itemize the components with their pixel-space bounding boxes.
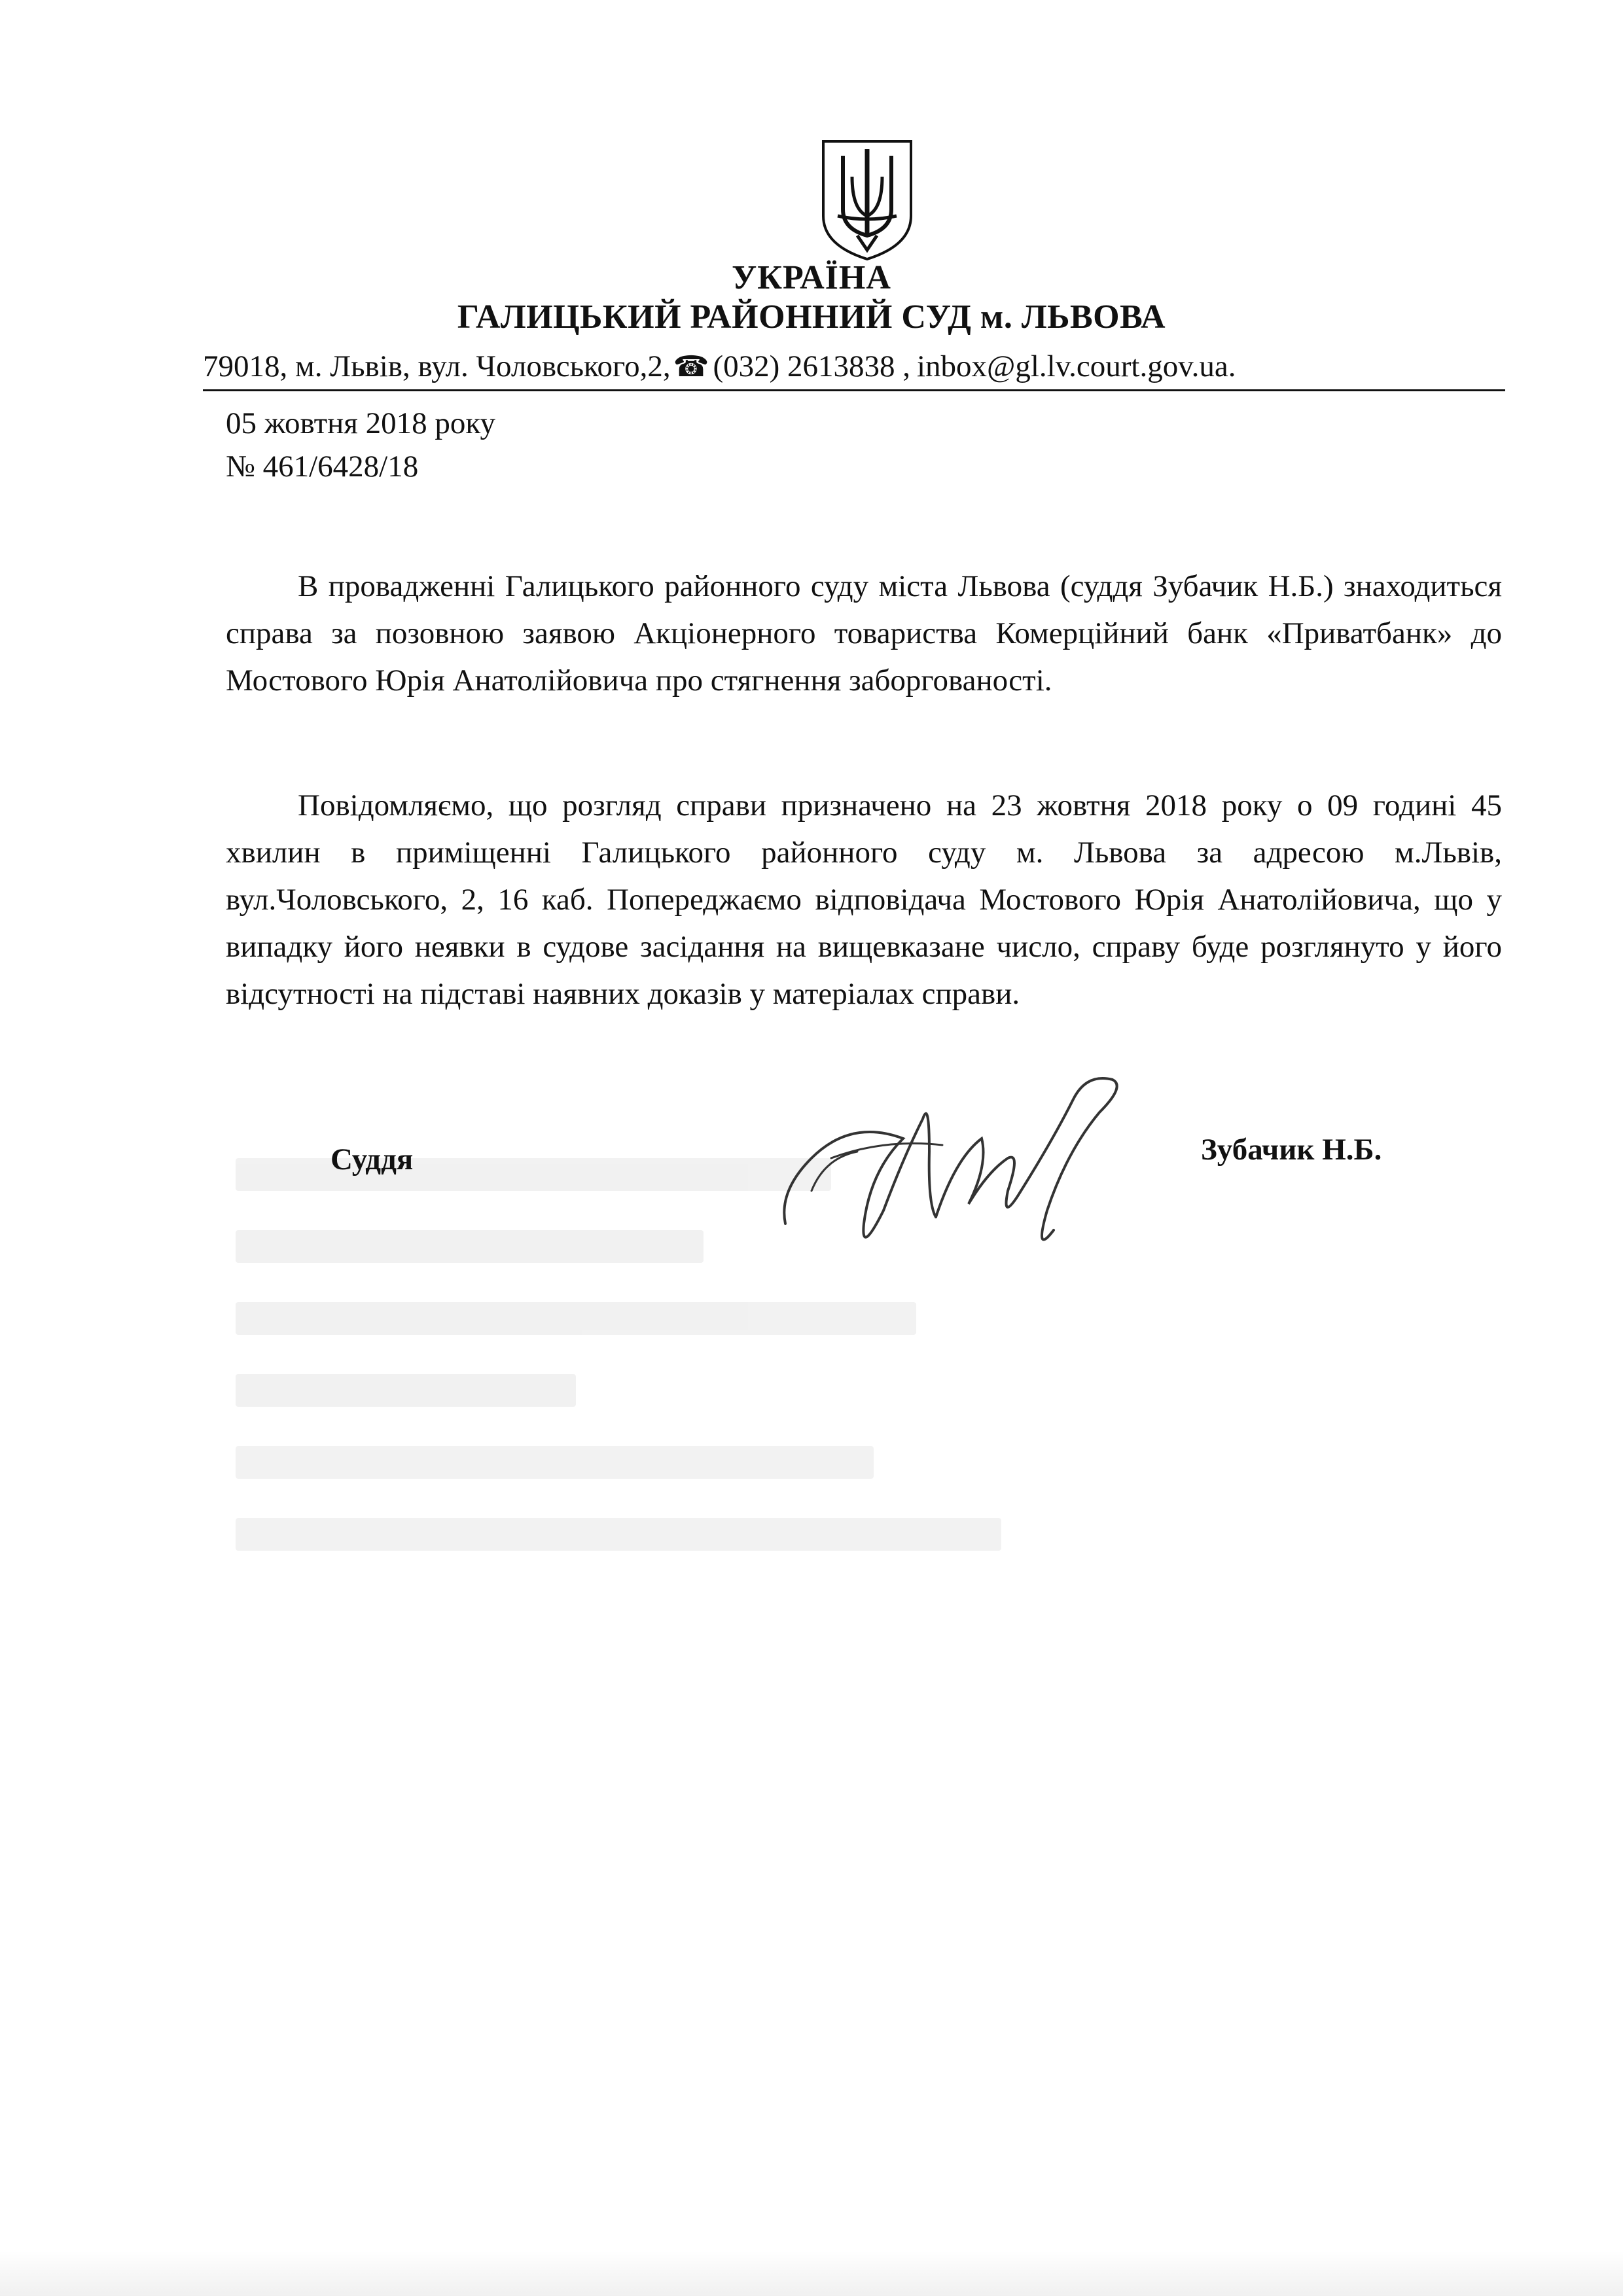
court-email: inbox@gl.lv.court.gov.ua. (917, 349, 1236, 383)
court-heading: ГАЛИЦЬКИЙ РАЙОННИЙ СУД м. ЛЬВОВА (457, 298, 1166, 336)
letter-date: 05 жовтня 2018 року (226, 406, 496, 440)
judge-name: Зубачик Н.Б. (1201, 1133, 1382, 1167)
country-heading: УКРАЇНА (732, 259, 891, 296)
court-phone: (032) 2613838 , (713, 349, 910, 383)
judge-label: Суддя (330, 1142, 414, 1176)
paragraph-case-info-text: В провадженні Галицького районного суду міста Львова (суддя Зубачик Н.Б.) знаходиться справа за позовною заявою Акціонерного товариства Комерційний банк «Приватбанк» до Мостового Юрія Анатолійовича про стягнення заборгованості. (226, 569, 1502, 698)
header-divider (203, 389, 1505, 391)
paragraph-hearing-notice-text: Повідомляємо, що розгляд справи призначено на 23 жовтня 2018 року о 09 годині 45 хвилин в приміщенні Галицького районного суду м. Львова за адресою м.Львів, вул.Чоловського, 2, 16 каб. Попереджаємо відповідача Мостового Юрія Анатолійовича, що у випадку його неявки в судове засідання на вищевказане число, справу буде розглянуто у його відсутності на підставі наявних доказів у матеріалах справи. (226, 788, 1502, 1011)
phone-icon: ☎ (673, 351, 709, 383)
paragraph-hearing-notice (226, 782, 1502, 1017)
case-number: № 461/6428/18 (226, 450, 419, 484)
handwritten-signature (772, 1060, 1139, 1269)
court-address: 79018, м. Львів, вул. Чоловського,2, (203, 349, 671, 383)
trident-emblem-icon (818, 137, 916, 262)
scan-edge-shadow (0, 2250, 1623, 2296)
paragraph-case-info (226, 563, 1502, 704)
contact-line (203, 349, 1505, 384)
